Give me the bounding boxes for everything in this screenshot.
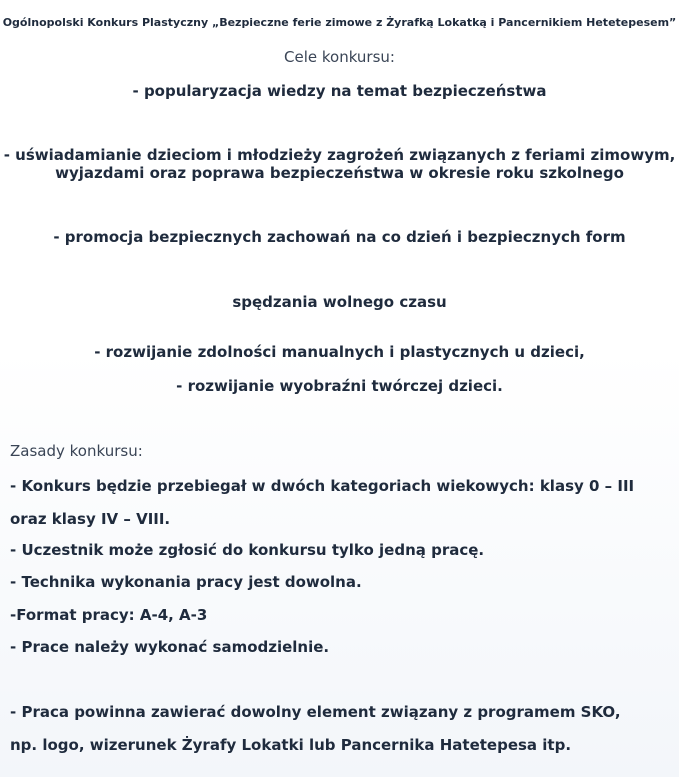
- rule-item-6-line-1: - Praca powinna zawierać dowolny element związany z programem SKO,: [10, 703, 621, 721]
- rule-item-2: - Uczestnik może zgłosić do konkursu tylko jedną pracę.: [10, 541, 485, 559]
- goal-item-5: - rozwijanie wyobraźni twórczej dzieci.: [176, 377, 503, 395]
- goal-item-3-line-2: spędzania wolnego czasu: [232, 293, 447, 311]
- rule-item-4: -Format pracy: A-4, A-3: [10, 606, 208, 624]
- goal-item-3-line-1: - promocja bezpiecznych zachowań na co dzień i bezpiecznych form: [53, 228, 626, 246]
- goals-heading: Cele konkursu:: [284, 48, 395, 66]
- goal-item-4: - rozwijanie zdolności manualnych i plastycznych u dzieci,: [94, 343, 585, 361]
- goal-item-2-line-1: - uświadamianie dzieciom i młodzieży zagrożeń związanych z feriami zimowym,: [3, 146, 676, 164]
- rule-item-6-line-2: np. logo, wizerunek Żyrafy Lokatki lub Pancernika Hatetepesa itp.: [10, 736, 572, 754]
- rule-item-1-line-1: - Konkurs będzie przebiegał w dwóch kategoriach wiekowych: klasy 0 – III: [10, 477, 635, 495]
- rules-heading: Zasady konkursu:: [10, 442, 143, 460]
- goal-item-2-line-2: wyjazdami oraz poprawa bezpieczeństwa w okresie roku szkolnego: [55, 164, 624, 182]
- goal-item-1: - popularyzacja wiedzy na temat bezpieczeństwa: [132, 82, 547, 100]
- rule-item-3: - Technika wykonania pracy jest dowolna.: [10, 573, 362, 591]
- rule-item-5: - Prace należy wykonać samodzielnie.: [10, 638, 330, 656]
- page-title: Ogólnopolski Konkurs Plastyczny „Bezpieczne ferie zimowe z Żyrafką Lokatką i Pancernikiem Hetetepesem”: [2, 16, 677, 29]
- rule-item-1-line-2: oraz klasy IV – VIII.: [10, 510, 171, 528]
